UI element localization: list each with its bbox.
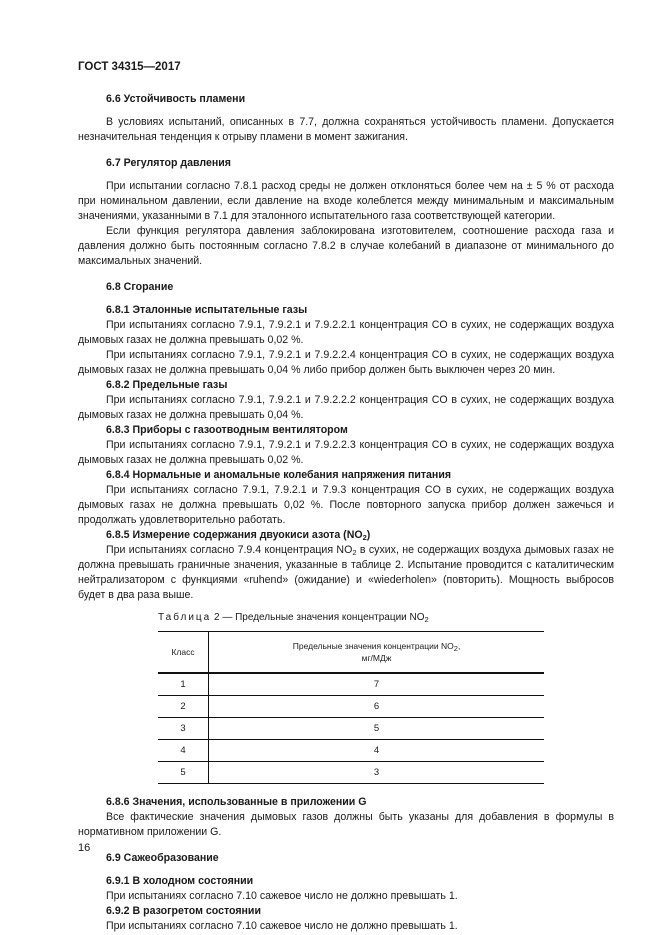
section-6-8-5-text: При испытаниях согласно 7.9.4 концентрация $NO_2$ в сухих, не содержащих воздуха дымовых газах не должна превышать граничные значения, указанные в таблице 2. Испытание проводится с каталитическим нейтрализатором с функциями «ruhend» (ожидание) и «wiederholen» (повторить). Мощность выбросов будет в два раза выше. xyxy=(78,544,614,601)
table-row: 5 3 xyxy=(158,762,544,784)
table-row: 3 5 xyxy=(158,718,544,740)
document-body xyxy=(78,92,614,934)
section-6-6-text: В условиях испытаний, описанных в 7.7, должна сохраняться устойчивость пламени. Допускается незначительная тенденция к отрыву пламени в момент зажигания. xyxy=(78,116,614,143)
section-6-8-4-text: При испытаниях согласно 7.9.1, 7.9.2.1 и 7.9.3 концентрация CO в сухих, не содержащих воздуха дымовых газах не должна превышать 0,02 %. После повторного запуска прибор должен зажечься и продолжать удовлетворительно работать. xyxy=(78,484,614,526)
section-6-6-title: 6.6 Устойчивость пламени xyxy=(106,93,246,105)
section-6-8-2-title: 6.8.2 Предельные газы xyxy=(106,379,228,391)
table-row: 4 4 xyxy=(158,740,544,762)
section-6-8-3-text: При испытаниях согласно 7.9.1, 7.9.2.1 и 7.9.2.2.3 концентрация CO в сухих, не содержащих воздуха дымовых газах не должна превышать 0,02 %. xyxy=(78,439,614,466)
section-6-8-1-text-2: При испытаниях согласно 7.9.1, 7.9.2.1 и 7.9.2.2.4 концентрация CO в сухих, не содержащих воздуха дымовых газах не должна превышать 0,04 % либо прибор должен быть выключен через 20 мин. xyxy=(78,349,614,376)
table-row: 1 7 xyxy=(158,673,544,696)
section-6-8-1-title: 6.8.1 Эталонные испытательные газы xyxy=(106,304,308,316)
section-6-8-1-text-1: При испытаниях согласно 7.9.1, 7.9.2.1 и 7.9.2.2.1 концентрация CO в сухих, не содержащих воздуха дымовых газах не должна превышать 0,02 %. xyxy=(78,319,614,346)
section-6-7-text-2: Если функция регулятора давления заблокирована изготовителем, соотношение расхода газа и давления должно быть постоянным согласно 7.8.2 в случае колебаний в диапазоне от минимального до максимальных значений. xyxy=(78,225,614,267)
section-6-8-6-text: Все фактические значения дымовых газов должны быть указаны для добавления в формулы в нормативном приложении G. xyxy=(78,811,614,838)
column-header-limit: Предельные значения концентрации $NO_2$, мг/МДж xyxy=(209,632,544,674)
section-6-8-5-title: 6.8.5 Измерение содержания двуокиси азота $(NO_2)$ xyxy=(106,529,371,542)
section-6-7-title: 6.7 Регулятор давления xyxy=(106,157,231,169)
limits-table xyxy=(158,631,544,784)
document-header: ГОСТ 34315—2017 xyxy=(78,61,181,73)
section-6-9-2-title: 6.9.2 В разогретом состоянии xyxy=(106,905,261,917)
section-6-8-4-title: 6.8.4 Нормальные и аномальные колебания напряжения питания xyxy=(106,469,452,481)
section-6-8-title: 6.8 Сгорание xyxy=(106,281,174,293)
section-6-8-2-text: При испытаниях согласно 7.9.1, 7.9.2.1 и 7.9.2.2.2 концентрация CO в сухих, не содержащих воздуха дымовых газах не должна превышать 0,04 %. xyxy=(78,394,614,421)
section-6-7-text-1: При испытании согласно 7.8.1 расход среды не должен отклоняться более чем на ± 5 % от расхода при номинальном давлении, если давление на входе колеблется между минимальным и максимальным значениями, указанными в 7.1 для эталонного испытательного газа соответствующей категории. xyxy=(78,180,614,222)
section-6-9-2-text: При испытаниях согласно 7.10 сажевое число не должно превышать 1. xyxy=(106,920,458,932)
section-6-8-3-title: 6.8.3 Приборы с газоотводным вентилятором xyxy=(106,424,348,436)
table-row: 2 6 xyxy=(158,696,544,718)
section-6-9-title: 6.9 Сажеобразование xyxy=(106,852,219,864)
section-6-9-1-title: 6.9.1 В холодном состоянии xyxy=(106,875,254,887)
section-6-9-1-text: При испытаниях согласно 7.10 сажевое число не должно превышать 1. xyxy=(106,890,458,902)
table-caption: Таблица 2 — Предельные значения концентрации $NO_2$ xyxy=(158,612,429,624)
section-6-8-6-title: 6.8.6 Значения, использованные в приложении G xyxy=(106,796,367,808)
page-number: 16 xyxy=(78,842,91,854)
column-header-class: Класс xyxy=(158,632,209,674)
